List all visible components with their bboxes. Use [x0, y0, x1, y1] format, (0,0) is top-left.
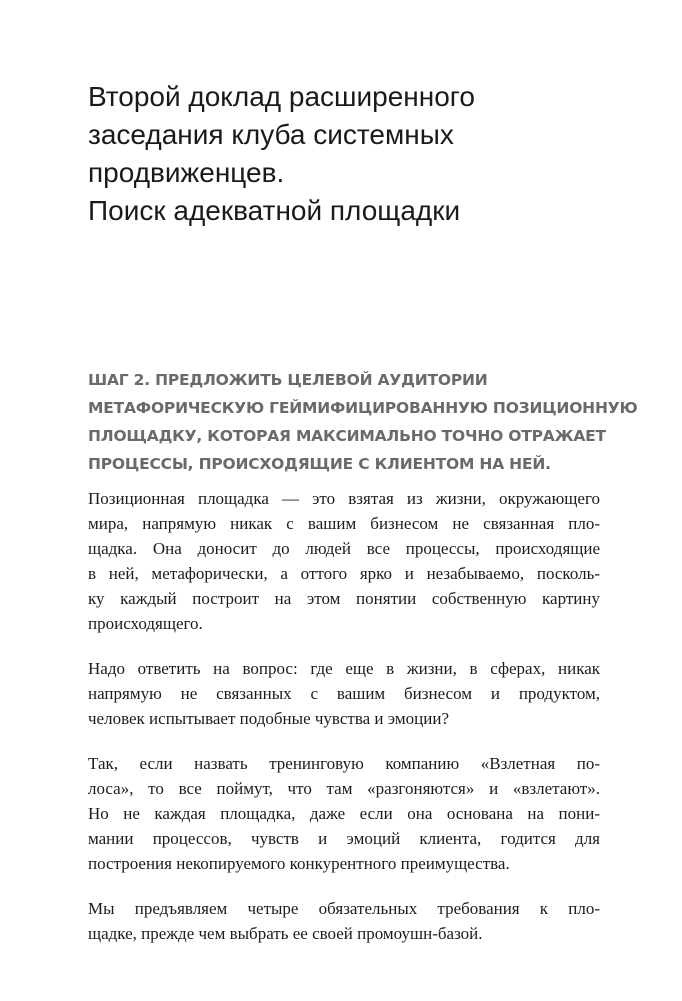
- text-line: щадка. Она доносит до людей все процессы, происходящие: [88, 539, 600, 558]
- text-line: человек испытывает подобные чувства и эмоции?: [88, 709, 450, 728]
- text-line: Мы предъявляем четыре обязательных требования к пло-: [88, 899, 600, 918]
- chapter-title: [88, 78, 648, 230]
- body-text: [88, 486, 600, 966]
- text-line: лоса», то все поймут, что там «разгоняются» и «взлетают».: [88, 779, 600, 798]
- chapter-title-line: Второй доклад расширенного: [88, 81, 475, 112]
- text-line: Но не каждая площадка, даже если она основана на пони-: [88, 804, 600, 823]
- text-line: мании процессов, чувств и эмоций клиента, годится для: [88, 829, 600, 848]
- step-heading-line: ПЛОЩАДКУ, КОТОРАЯ МАКСИМАЛЬНО ТОЧНО ОТРАЖАЕТ: [88, 427, 606, 445]
- step-heading-line: ПРОЦЕССЫ, ПРОИСХОДЯЩИЕ С КЛИЕНТОМ НА НЕЙ.: [88, 455, 551, 473]
- paragraph-requirements: [88, 896, 600, 946]
- text-line: мира, напрямую никак с вашим бизнесом не связанная пло-: [88, 514, 600, 533]
- text-line: ку каждый построит на этом понятии собственную картину: [88, 589, 600, 608]
- text-line: Надо ответить на вопрос: где еще в жизни, в сферах, никак: [88, 659, 600, 678]
- paragraph-example: [88, 751, 600, 876]
- text-line: в ней, метафорически, а оттого ярко и незабываемо, посколь-: [88, 564, 600, 583]
- paragraph-question: [88, 656, 600, 731]
- chapter-title-line: продвиженцев.: [88, 157, 285, 188]
- step-heading-line: МЕТАФОРИЧЕСКУЮ ГЕЙМИФИЦИРОВАННУЮ ПОЗИЦИОННУЮ: [88, 399, 638, 417]
- text-line: щадке, прежде чем выбрать ее своей промоушн-базой.: [88, 924, 483, 943]
- chapter-title-line: заседания клуба системных: [88, 119, 454, 150]
- text-line: Позиционная площадка — это взятая из жизни, окружающего: [88, 489, 600, 508]
- chapter-title-line: Поиск адекватной площадки: [88, 195, 461, 226]
- text-line: построения некопируемого конкурентного преимущества.: [88, 854, 510, 873]
- text-line: Так, если назвать тренинговую компанию «Взлетная по-: [88, 754, 600, 773]
- step-heading: [88, 366, 638, 478]
- step-heading-line: ШАГ 2. ПРЕДЛОЖИТЬ ЦЕЛЕВОЙ АУДИТОРИИ: [88, 371, 488, 389]
- paragraph-positional-platform: [88, 486, 600, 636]
- text-line: происходящего.: [88, 614, 203, 633]
- text-line: напрямую не связанных с вашим бизнесом и продуктом,: [88, 684, 600, 703]
